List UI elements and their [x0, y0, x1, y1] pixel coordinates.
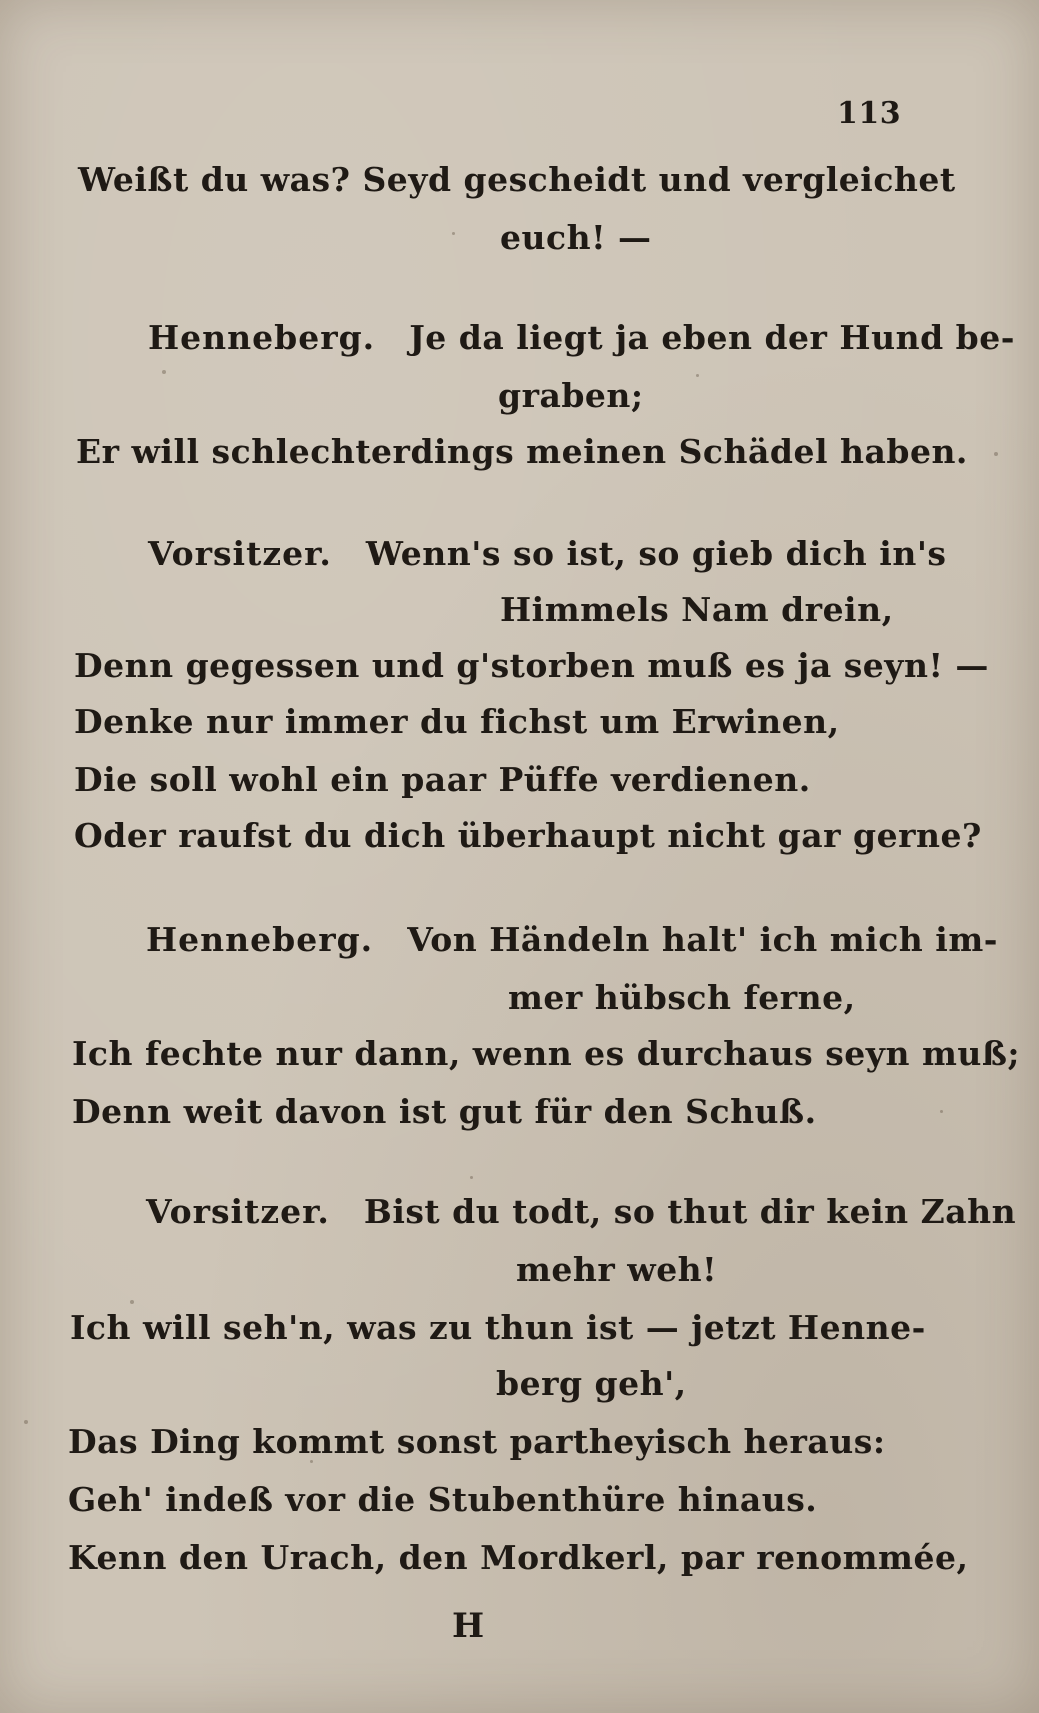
- paper-speck: [640, 560, 643, 563]
- line-text: Das Ding kommt sonst partheyisch heraus:: [68, 1422, 886, 1461]
- speaker-name: Henneberg.: [146, 920, 374, 959]
- line-text: Bist du todt, so thut dir kein Zahn: [363, 1192, 1017, 1231]
- line-text: Ich fechte nur dann, wenn es durchaus seyn muß;: [72, 1034, 1021, 1073]
- paper-speck: [940, 1110, 943, 1113]
- line-text: Ich will seh'n, was zu thun ist — jetzt Henne-: [70, 1308, 926, 1347]
- verse-line: [516, 1250, 717, 1290]
- verse-line: [72, 1092, 817, 1132]
- page-number: 113: [837, 96, 902, 131]
- verse-line: [74, 816, 982, 856]
- line-text: Denke nur immer du fichst um Erwinen,: [74, 702, 840, 741]
- paper-speck: [470, 1176, 473, 1179]
- line-text: euch! —: [500, 218, 652, 257]
- line-text: mehr weh!: [516, 1250, 718, 1289]
- speaker-name: Vorsitzer.: [148, 534, 332, 573]
- line-text: Himmels Nam drein,: [500, 590, 894, 629]
- verse-line: [78, 160, 956, 200]
- line-text: Geh' indeß vor die Stubenthüre hinaus.: [68, 1480, 818, 1519]
- line-text: Je da liegt ja eben der Hund be-: [409, 318, 1015, 357]
- signature-mark: H: [452, 1606, 485, 1646]
- paper-speck: [24, 1420, 28, 1424]
- paper-speck: [452, 232, 455, 235]
- verse-line: [500, 590, 894, 630]
- line-text: Kenn den Urach, den Mordkerl, par renommée,: [68, 1538, 969, 1577]
- speech-line: [146, 920, 998, 960]
- verse-line: [68, 1538, 968, 1578]
- verse-line: [70, 1308, 926, 1348]
- paper-speck: [696, 374, 699, 377]
- paper-speck: [310, 1460, 313, 1463]
- line-text: Denn gegessen und g'storben muß es ja seyn! —: [74, 646, 989, 685]
- verse-line: [508, 978, 856, 1018]
- line-text: Die soll wohl ein paar Püffe verdienen.: [74, 760, 811, 799]
- paper-speck: [130, 1300, 134, 1304]
- verse-line: [496, 1364, 687, 1404]
- verse-line: [498, 376, 644, 416]
- paper-speck: [994, 452, 998, 456]
- line-text: Oder raufst du dich überhaupt nicht gar gerne?: [74, 816, 982, 855]
- verse-line: [500, 218, 652, 258]
- line-text: Weißt du was? Seyd gescheidt und vergleichet: [78, 160, 956, 199]
- verse-line: [74, 646, 989, 686]
- line-text: Von Händeln halt' ich mich im-: [407, 920, 998, 959]
- verse-line: [68, 1422, 886, 1462]
- verse-line: [74, 702, 840, 742]
- speech-line: [146, 1192, 1016, 1232]
- verse-line: [72, 1034, 1020, 1074]
- line-text: Er will schlechterdings meinen Schädel haben.: [76, 432, 968, 471]
- line-text: berg geh',: [496, 1364, 687, 1403]
- line-text: graben;: [498, 376, 644, 415]
- paper-speck: [162, 370, 166, 374]
- speaker-name: Henneberg.: [148, 318, 376, 357]
- speech-line: [148, 318, 1015, 358]
- verse-line: [74, 760, 811, 800]
- verse-line: [68, 1480, 817, 1520]
- verse-line: [76, 432, 968, 472]
- speaker-name: Vorsitzer.: [146, 1192, 330, 1231]
- line-text: Wenn's so ist, so gieb dich in's: [365, 534, 947, 573]
- line-text: Denn weit davon ist gut für den Schuß.: [72, 1092, 817, 1131]
- line-text: mer hübsch ferne,: [508, 978, 856, 1017]
- speech-line: [148, 534, 947, 574]
